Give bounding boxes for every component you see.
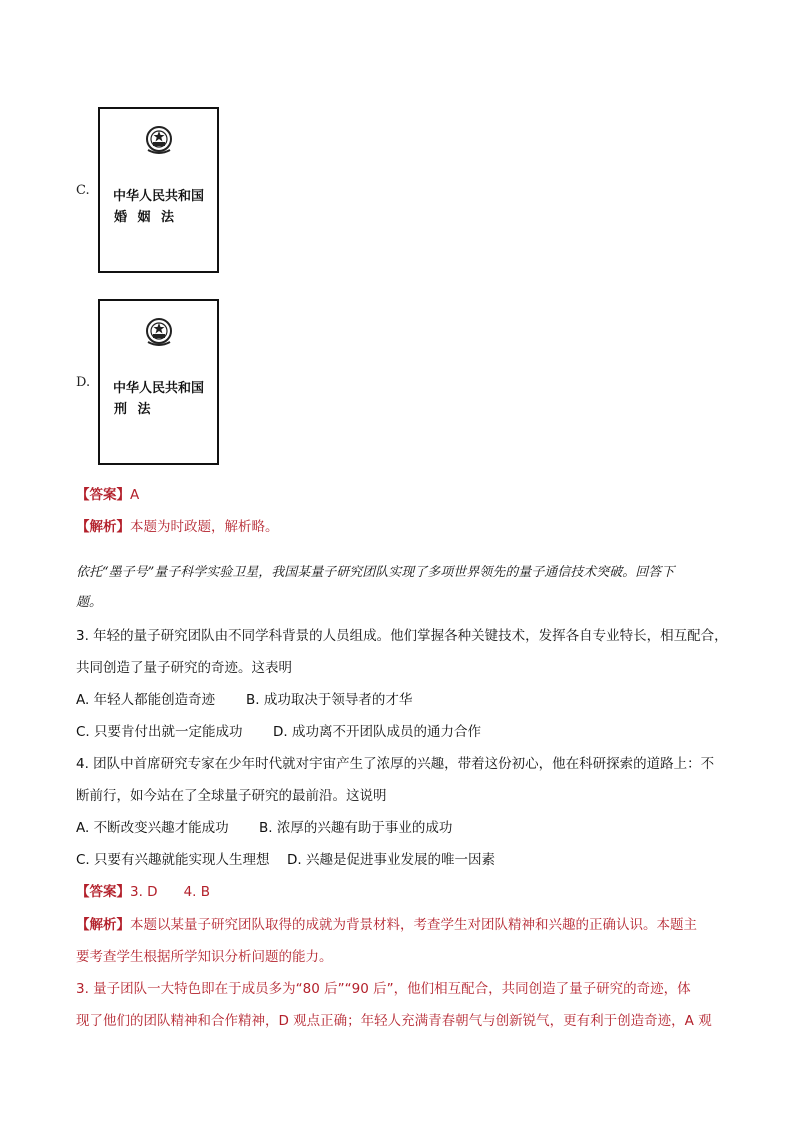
cover-subtitle: 婚 姻 法 xyxy=(114,210,178,225)
q4-stem-line-1: 4. 团队中首席研究专家在少年时代就对宇宙产生了浓厚的兴趣，带着这份初心，他在科研探索的道路上：不 xyxy=(76,756,715,772)
analysis-line-2 xyxy=(76,913,697,933)
answer-line-2 xyxy=(76,880,210,900)
intro-line-1: 依托“墨子号”量子科学实验卫星，我国某量子研究团队实现了多项世界领先的量子通信技术突破。回答下 xyxy=(76,565,675,580)
answer-value-3: 3. D xyxy=(130,884,158,900)
q3-option-c: C. 只要肯付出就一定能成功 xyxy=(76,724,243,740)
q3-stem-line-2: 共同创造了量子研究的奇迹。这表明 xyxy=(76,660,292,676)
analysis-line-1 xyxy=(76,515,279,535)
q4-option-b: B. 浓厚的兴趣有助于事业的成功 xyxy=(259,820,453,836)
cover-title: 中华人民共和国 xyxy=(112,381,204,396)
answer-value-4: 4. B xyxy=(183,884,211,900)
national-emblem-icon xyxy=(142,315,176,349)
cover-subtitle: 刑 法 xyxy=(114,402,154,417)
q3-option-b: B. 成功取决于领导者的才华 xyxy=(246,692,413,708)
option-d-letter: D. xyxy=(76,375,91,390)
analysis-text: 本题以某量子研究团队取得的成就为背景材料，考查学生对团队精神和兴趣的正确认识。本题主 xyxy=(130,917,697,933)
q4-stem-line-2: 断前行，如今站在了全球量子研究的最前沿。这说明 xyxy=(76,788,387,804)
analysis-line-2b: 要考查学生根据所学知识分析问题的能力。 xyxy=(76,949,333,965)
analysis-tag: 【解析】 xyxy=(76,519,130,535)
explain3-line-1: 3. 量子团队一大特色即在于成员多为“80 后”“90 后”，他们相互配合，共同创造了量子研究的奇迹，体 xyxy=(76,981,691,997)
book-cover-criminal-law xyxy=(98,299,219,465)
q4-option-a: A. 不断改变兴趣才能成功 xyxy=(76,820,229,836)
answer-tag: 【答案】 xyxy=(76,487,130,503)
option-c-letter: C. xyxy=(76,183,90,198)
analysis-tag: 【解析】 xyxy=(76,917,130,933)
book-cover-marriage-law xyxy=(98,107,219,273)
answer-tag: 【答案】 xyxy=(76,884,130,900)
q4-option-d: D. 兴趣是促进事业发展的唯一因素 xyxy=(287,852,495,868)
national-emblem-icon xyxy=(142,123,176,157)
q3-stem-line-1: 3. 年轻的量子研究团队由不同学科背景的人员组成。他们掌握各种关键技术，发挥各自专业特长，相互配合， xyxy=(76,628,728,644)
analysis-text: 本题为时政题，解析略。 xyxy=(130,519,279,535)
answer-value: A xyxy=(130,487,140,503)
answer-line-1 xyxy=(76,483,139,503)
q4-option-c: C. 只要有兴趣就能实现人生理想 xyxy=(76,852,270,868)
explain3-line-2: 现了他们的团队精神和合作精神，D 观点正确；年轻人充满青春朝气与创新锐气，更有利于创造奇迹，A 观 xyxy=(76,1013,712,1029)
cover-title: 中华人民共和国 xyxy=(112,189,204,204)
q3-option-a: A. 年轻人都能创造奇迹 xyxy=(76,692,216,708)
intro-line-2: 题。 xyxy=(76,595,103,610)
q3-option-d: D. 成功离不开团队成员的通力合作 xyxy=(273,724,481,740)
